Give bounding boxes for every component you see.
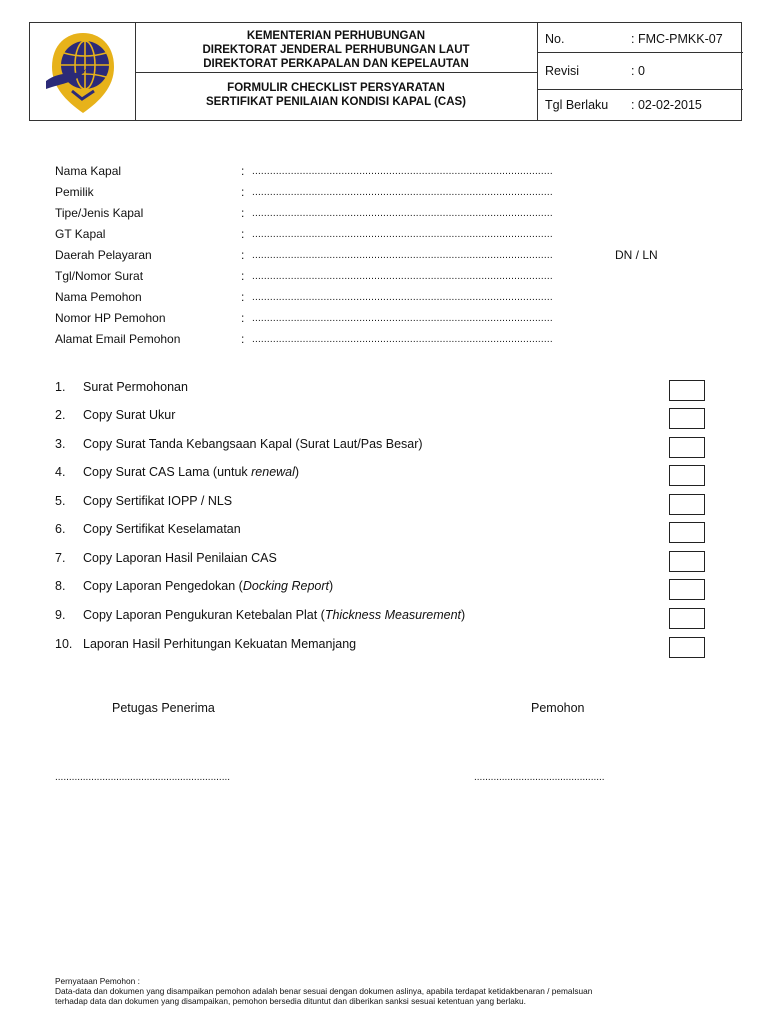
checklist-checkbox[interactable] xyxy=(669,408,705,429)
checklist-item-text: Surat Permohonan xyxy=(83,380,188,394)
checklist-item-text: Copy Sertifikat Keselamatan xyxy=(83,522,241,536)
statement-text: terhadap data dan dokumen yang disampaikan, pemohon bersedia dituntut dan diberikan sanksi sesuai ketentuan yang berlaku. xyxy=(55,996,526,1006)
form-header xyxy=(29,22,742,121)
effective-date-label: Tgl Berlaku xyxy=(545,98,609,112)
checklist-number: 1. xyxy=(55,380,66,394)
sailing-area-field[interactable]: ..................................................................................................... xyxy=(252,250,553,261)
checklist-number: 6. xyxy=(55,522,66,536)
ministry-name xyxy=(136,29,536,71)
field-colon: : xyxy=(241,227,245,241)
field-colon: : xyxy=(241,206,245,220)
ship-name-label: Nama Kapal xyxy=(55,164,122,178)
owner-label: Pemilik xyxy=(55,185,94,199)
field-colon: : xyxy=(241,311,245,325)
field-colon: : xyxy=(241,164,245,178)
letter-date-number-label: Tgl/Nomor Surat xyxy=(55,269,144,283)
checklist-checkbox[interactable] xyxy=(669,579,705,600)
checklist-number: 7. xyxy=(55,551,66,565)
checklist-number: 4. xyxy=(55,465,66,479)
statement-title: Pernyataan Pemohon : xyxy=(55,976,140,986)
checklist-item-text: Copy Laporan Hasil Penilaian CAS xyxy=(83,551,277,565)
checklist-checkbox[interactable] xyxy=(669,437,705,458)
sailing-area-label: Daerah Pelayaran xyxy=(55,248,152,262)
field-colon: : xyxy=(241,290,245,304)
gross-tonnage-label: GT Kapal xyxy=(55,227,106,241)
applicant-signature-line[interactable]: ............................................... xyxy=(474,772,605,783)
header-divider xyxy=(537,23,538,120)
checklist-item-text: Copy Surat CAS Lama (untuk renewal) xyxy=(83,465,300,479)
ministry-line: DIREKTORAT PERKAPALAN DAN KEPELAUTAN xyxy=(203,58,469,70)
checklist-item-text: Copy Surat Tanda Kebangsaan Kapal (Surat Laut/Pas Besar) xyxy=(83,437,423,451)
form-title-line: SERTIFIKAT PENILAIAN KONDISI KAPAL (CAS) xyxy=(205,96,467,108)
ship-type-label: Tipe/Jenis Kapal xyxy=(55,206,144,220)
header-divider xyxy=(537,52,743,53)
receiving-officer-label: Petugas Penerima xyxy=(112,701,215,715)
applicant-phone-label: Nomor HP Pemohon xyxy=(55,311,166,325)
dn-ln-option: DN / LN xyxy=(615,248,658,262)
checklist-checkbox[interactable] xyxy=(669,494,705,515)
field-colon: : xyxy=(241,185,245,199)
revision-value: : 0 xyxy=(631,64,645,78)
field-colon: : xyxy=(241,269,245,283)
checklist-number: 9. xyxy=(55,608,66,622)
receiving-officer-signature-line[interactable]: ............................................................... xyxy=(55,772,231,783)
checklist-checkbox[interactable] xyxy=(669,608,705,629)
ship-name-field[interactable]: ..................................................................................................... xyxy=(252,166,553,177)
checklist-item-text: Copy Laporan Pengedokan (Docking Report) xyxy=(83,579,334,593)
checklist-checkbox[interactable] xyxy=(669,522,705,543)
checklist-item-text: Copy Laporan Pengukuran Ketebalan Plat (Thickness Measurement) xyxy=(83,608,466,622)
ministry-line: KEMENTERIAN PERHUBUNGAN xyxy=(246,30,426,42)
header-divider xyxy=(537,89,743,90)
applicant-email-field[interactable]: ..................................................................................................... xyxy=(252,334,553,345)
gross-tonnage-field[interactable]: ..................................................................................................... xyxy=(252,229,553,240)
checklist-number: 8. xyxy=(55,579,66,593)
doc-number-label: No. xyxy=(545,32,565,46)
effective-date-value: : 02-02-2015 xyxy=(631,98,702,112)
applicant-name-field[interactable]: ..................................................................................................... xyxy=(252,292,553,303)
field-colon: : xyxy=(241,332,245,346)
checklist-checkbox[interactable] xyxy=(669,465,705,486)
form-title xyxy=(136,81,536,109)
field-colon: : xyxy=(241,248,245,262)
checklist-checkbox[interactable] xyxy=(669,551,705,572)
header-divider xyxy=(135,72,537,73)
ministry-line: DIREKTORAT JENDERAL PERHUBUNGAN LAUT xyxy=(202,44,470,56)
revision-label: Revisi xyxy=(545,64,580,78)
checklist-item-text: Laporan Hasil Perhitungan Kekuatan Memanjang xyxy=(83,637,357,651)
checklist-number: 3. xyxy=(55,437,66,451)
checklist-checkbox[interactable] xyxy=(669,380,705,401)
checklist-checkbox[interactable] xyxy=(669,637,705,658)
doc-number-value: : FMC-PMKK-07 xyxy=(631,32,723,46)
form-title-line: FORMULIR CHECKLIST PERSYARATAN xyxy=(227,82,445,94)
owner-field[interactable]: ..................................................................................................... xyxy=(252,187,553,198)
applicant-statement xyxy=(55,976,735,1006)
applicant-phone-field[interactable]: ..................................................................................................... xyxy=(252,313,553,324)
ship-type-field[interactable]: ..................................................................................................... xyxy=(252,208,553,219)
checklist-item-text: Copy Surat Ukur xyxy=(83,408,176,422)
applicant-email-label: Alamat Email Pemohon xyxy=(55,332,181,346)
statement-text: Data-data dan dokumen yang disampaikan pemohon adalah benar sesuai dengan dokumen aslinya, apabila terdapat ketidakbenaran / pemalsuan xyxy=(55,986,593,996)
checklist-item-text: Copy Sertifikat IOPP / NLS xyxy=(83,494,233,508)
applicant-name-label: Nama Pemohon xyxy=(55,290,142,304)
checklist-number: 10. xyxy=(55,637,73,651)
ministry-emblem-icon xyxy=(42,29,124,115)
checklist-number: 2. xyxy=(55,408,66,422)
letter-date-number-field[interactable]: ..................................................................................................... xyxy=(252,271,553,282)
checklist-number: 5. xyxy=(55,494,66,508)
applicant-label: Pemohon xyxy=(531,701,585,715)
